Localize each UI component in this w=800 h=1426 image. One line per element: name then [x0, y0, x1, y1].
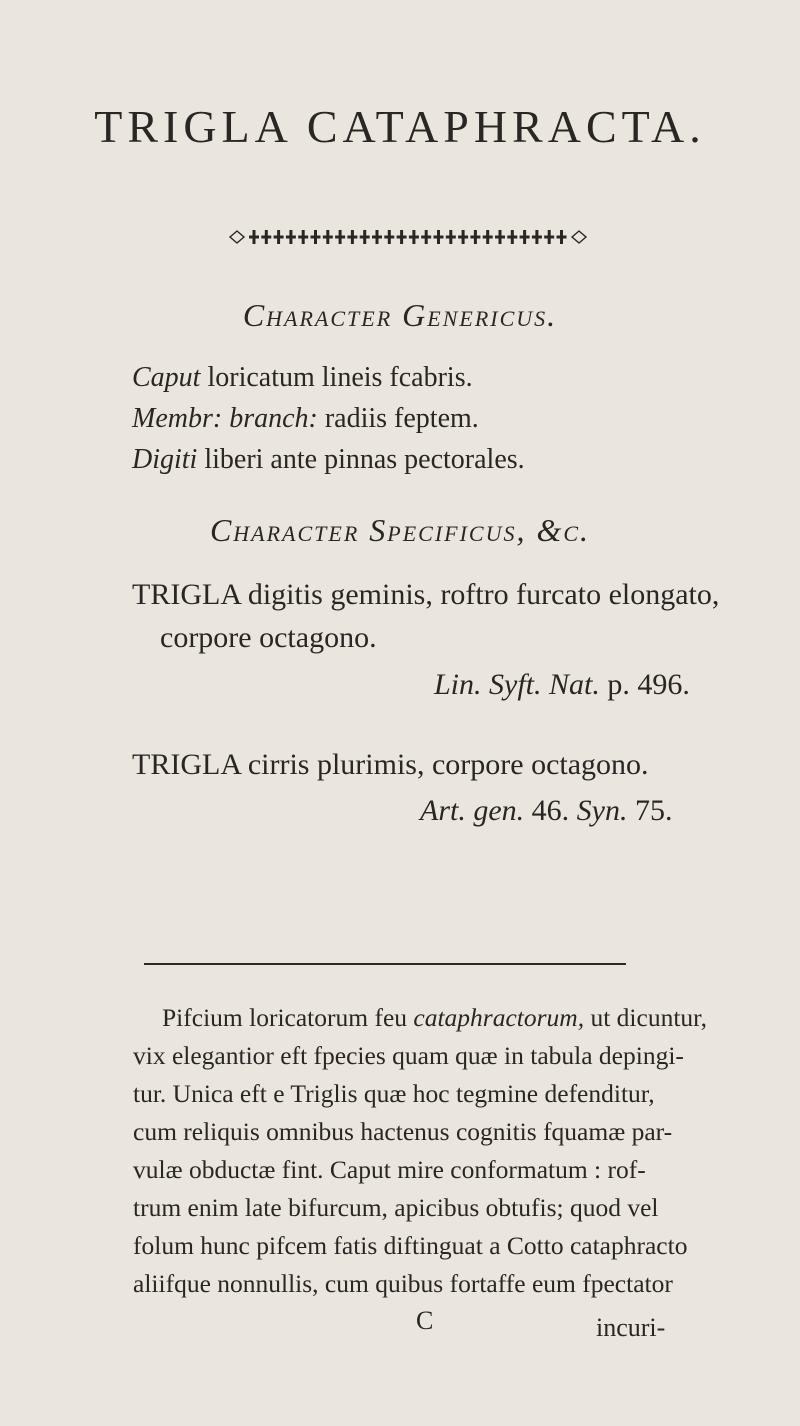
- paragraph-line-3: tur. Unica eft e Triglis quæ hoc tegmine defenditur,: [133, 1079, 655, 1108]
- ornament-divider: [228, 226, 588, 248]
- generic-line-2: [132, 403, 479, 435]
- reference-page: 75.: [627, 794, 673, 827]
- generic-line-3: [132, 444, 525, 476]
- specific-entry-2-line-1: TRIGLA cirris plurimis, corpore octagono.: [132, 748, 649, 781]
- horizontal-rule: [144, 963, 626, 965]
- reference-source: Lin. Syft. Nat.: [434, 668, 600, 701]
- page-title: TRIGLA CATAPHRACTA.: [94, 101, 706, 152]
- generic-text: loricatum lineis fcabris.: [200, 362, 473, 393]
- generic-term: Digiti: [132, 444, 198, 475]
- paragraph-line-8: aliifque nonnullis, cum quibus fortaffe eum fpectator: [133, 1269, 673, 1298]
- paragraph-line-5: vulæ obductæ fint. Caput mire conformatum : rof-: [133, 1155, 646, 1184]
- generic-text: radiis feptem.: [317, 403, 479, 434]
- catchword: incuri-: [596, 1313, 666, 1342]
- specific-entry-1-reference: [434, 668, 690, 702]
- paragraph-text: Pifcium loricatorum feu: [162, 1003, 414, 1032]
- generic-term: Caput: [132, 362, 201, 393]
- paragraph-italic: cataphractorum,: [413, 1003, 585, 1032]
- signature-mark: C: [416, 1306, 434, 1335]
- reference-source: Art. gen.: [420, 794, 525, 827]
- reference-synonym: Syn.: [576, 794, 628, 827]
- paragraph-line-2: vix elegantior eft fpecies quam quæ in tabula depingi-: [133, 1041, 684, 1070]
- specific-entry-1-line-2: corpore octagono.: [160, 621, 377, 654]
- specific-entry-2-reference: [420, 794, 672, 828]
- paragraph-text: ut dicuntur,: [584, 1003, 708, 1032]
- generic-term: Membr: branch:: [132, 403, 318, 434]
- generic-line-1: [132, 362, 473, 394]
- generic-text: liberi ante pinnas pectorales.: [197, 444, 525, 475]
- reference-number: 46.: [524, 794, 577, 827]
- character-genericus-heading: Character Genericus.: [242, 297, 558, 333]
- paragraph-line-6: trum enim late bifurcum, apicibus obtufis; quod vel: [133, 1193, 659, 1222]
- specific-entry-1-line-1: TRIGLA digitis geminis, roftro furcato elongato,: [132, 578, 720, 611]
- paragraph-line-1: [162, 1003, 707, 1033]
- reference-page: p. 496.: [599, 668, 690, 701]
- paragraph-line-7: folum hunc pifcem fatis diftinguat a Cotto cataphracto: [133, 1231, 688, 1260]
- paragraph-line-4: cum reliquis omnibus hactenus cognitis fquamæ par-: [133, 1117, 673, 1146]
- character-specificus-heading: Character Specificus, &c.: [209, 512, 591, 548]
